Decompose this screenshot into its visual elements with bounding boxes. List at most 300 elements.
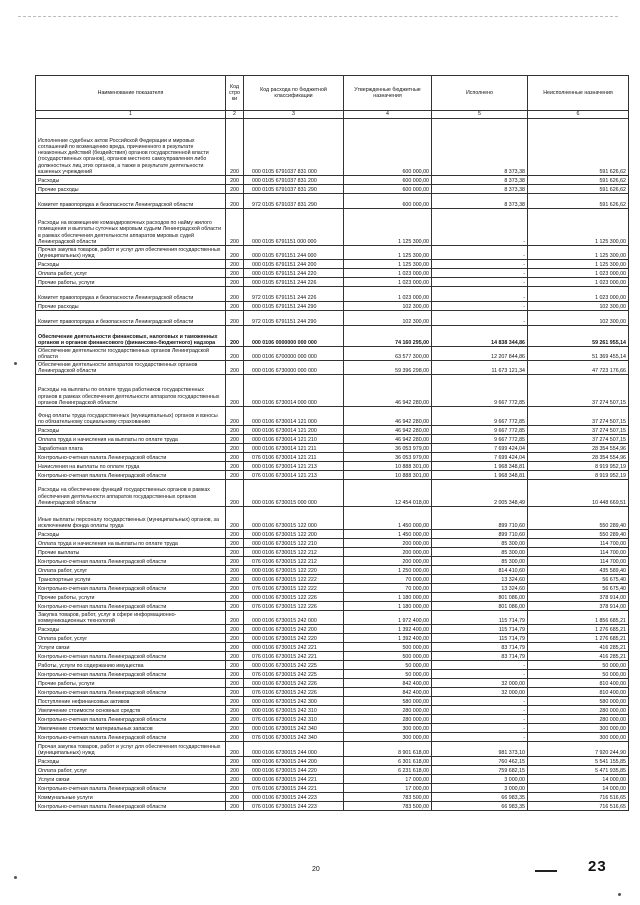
row-name: Работы, услуги по содержанию имущества [36,661,226,670]
row-name: Прочие расходы [36,302,226,311]
row-executed: 814 410,60 [432,566,528,575]
row-unexecuted: 114 700,00 [528,557,629,566]
table-row [36,444,629,453]
row-budget-code: 000 0106 6730014 000 000 [244,375,344,407]
row-unexecuted: 47 723 176,66 [528,361,629,375]
row-line-code: 200 [226,688,244,697]
row-unexecuted: 378 914,00 [528,602,629,611]
row-unexecuted: 28 354 554,96 [528,444,629,453]
row-executed: 115 714,79 [432,634,528,643]
row-line-code: 200 [226,246,244,260]
row-line-code: 200 [226,724,244,733]
table-row [36,375,629,407]
row-name: Исполнение судебных актов Российской Федерации и мировых соглашений по возмещению вреда, причиненного в результате незаконных действий (бездействия) органов государственной власти (государственных органов), органов местного самоуправления либо должностных лиц этих органов, а также в результате деятельности казенных учреждений [36,119,226,176]
row-approved: 59 396 298,00 [344,361,432,375]
row-unexecuted: 810 400,00 [528,688,629,697]
row-executed: 3 000,00 [432,784,528,793]
row-approved: 36 053 979,00 [344,453,432,462]
row-name: Контрольно-счетная палата Ленинградской области [36,733,226,742]
row-name: Обеспечение деятельности финансовых, налоговых и таможенных органов и органов финансового (финансово-бюджетного) надзора [36,326,226,347]
row-unexecuted: 280 000,00 [528,715,629,724]
row-line-code: 200 [226,453,244,462]
table-header-row [36,76,629,111]
row-approved: 580 000,00 [344,697,432,706]
row-budget-code: 000 0105 6791151 244 226 [244,278,344,287]
row-approved: 102 300,00 [344,302,432,311]
row-executed: 1 968 348,81 [432,462,528,471]
row-executed: 11 673 121,34 [432,361,528,375]
header-code: Код расхода по бюджетной классификации [244,76,344,111]
row-executed: 83 714,79 [432,643,528,652]
row-approved: 280 000,00 [344,706,432,715]
row-budget-code: 000 0106 6730015 242 226 [244,679,344,688]
row-line-code: 200 [226,793,244,802]
table-row [36,269,629,278]
row-executed: - [432,246,528,260]
table-row [36,326,629,347]
row-budget-code: 076 0106 6730014 121 213 [244,471,344,480]
row-line-code: 200 [226,566,244,575]
table-row [36,407,629,426]
row-unexecuted: 591 626,62 [528,194,629,209]
row-name: Оплата работ, услуг [36,269,226,278]
row-line-code: 200 [226,426,244,435]
row-line-code: 200 [226,407,244,426]
row-approved: 1 180 000,00 [344,593,432,602]
row-approved: 1 125 300,00 [344,246,432,260]
row-budget-code: 076 0106 6730015 242 225 [244,670,344,679]
row-approved: 50 000,00 [344,661,432,670]
row-approved: 600 000,00 [344,176,432,185]
row-unexecuted: 378 914,00 [528,593,629,602]
row-unexecuted: 7 920 244,90 [528,742,629,757]
row-budget-code: 000 0105 6791037 831 200 [244,176,344,185]
row-executed: 8 373,38 [432,119,528,176]
row-executed: 9 667 772,85 [432,375,528,407]
row-budget-code: 076 0106 6730015 242 221 [244,652,344,661]
footer-dash [535,870,557,872]
row-approved: 74 160 295,00 [344,326,432,347]
row-line-code: 200 [226,287,244,302]
row-unexecuted: 14 000,00 [528,784,629,793]
row-budget-code: 000 0106 6730000 000 000 [244,361,344,375]
row-budget-code: 076 0106 6730014 121 211 [244,453,344,462]
row-name: Заработная плата [36,444,226,453]
row-unexecuted: 591 626,62 [528,176,629,185]
row-name: Увеличение стоимости материальных запасов [36,724,226,733]
row-line-code: 200 [226,471,244,480]
row-name: Услуги связи [36,775,226,784]
row-budget-code: 000 0105 6791151 244 290 [244,302,344,311]
row-unexecuted: 8 919 952,19 [528,471,629,480]
row-approved: 70 000,00 [344,584,432,593]
row-line-code: 200 [226,260,244,269]
row-approved: 17 000,00 [344,775,432,784]
row-approved: 1 392 400,00 [344,634,432,643]
row-executed: 66 983,35 [432,802,528,811]
row-line-code: 200 [226,361,244,375]
row-approved: 46 942 280,00 [344,407,432,426]
row-approved: 102 300,00 [344,311,432,326]
row-name: Прочая закупка товаров, работ и услуг для обеспечения государственных (муниципальных) нужд [36,742,226,757]
row-budget-code: 000 0106 6730015 244 000 [244,742,344,757]
row-budget-code: 000 0106 6730015 242 300 [244,697,344,706]
row-line-code: 200 [226,176,244,185]
row-name: Обеспечение деятельности аппаратов государственных органов Ленинградской области [36,361,226,375]
row-budget-code: 000 0106 6730014 121 213 [244,462,344,471]
row-budget-code: 000 0106 6730015 242 221 [244,643,344,652]
row-approved: 600 000,00 [344,185,432,194]
row-budget-code: 000 0106 6730014 121 211 [244,444,344,453]
row-name: Обеспечение деятельности государственных органов Ленинградской области [36,347,226,361]
row-name: Оплата работ, услуг [36,634,226,643]
row-approved: 1 450 000,00 [344,530,432,539]
table-row [36,435,629,444]
row-name: Расходы [36,260,226,269]
row-approved: 600 000,00 [344,119,432,176]
row-unexecuted: 56 675,40 [528,584,629,593]
row-approved: 600 000,00 [344,194,432,209]
table-row [36,426,629,435]
row-line-code: 200 [226,375,244,407]
row-name: Расходы [36,625,226,634]
row-approved: 46 942 280,00 [344,426,432,435]
row-line-code: 200 [226,670,244,679]
row-executed: 32 000,00 [432,688,528,697]
row-unexecuted: 51 369 455,14 [528,347,629,361]
table-row [36,634,629,643]
row-executed: - [432,706,528,715]
row-line-code: 200 [226,269,244,278]
row-name: Контрольно-счетная палата Ленинградской области [36,557,226,566]
row-line-code: 200 [226,742,244,757]
row-approved: 200 000,00 [344,557,432,566]
row-name: Расходы на возмещение командировочных расходов по найму жилого помещения и выплаты суточных мировым судьям Ленинградской области в рамках обеспечения деятельности аппаратов мировых судей Ленинградской области [36,209,226,246]
row-executed: 66 983,35 [432,793,528,802]
row-unexecuted: 37 274 507,15 [528,435,629,444]
row-approved: 1 450 000,00 [344,507,432,530]
row-executed: 760 462,15 [432,757,528,766]
row-approved: 1 972 400,00 [344,611,432,625]
row-name: Контрольно-счетная палата Ленинградской области [36,802,226,811]
table-row [36,784,629,793]
row-unexecuted: 1 023 000,00 [528,278,629,287]
table-row [36,724,629,733]
row-approved: 200 000,00 [344,539,432,548]
row-name: Расходы [36,757,226,766]
row-line-code: 200 [226,766,244,775]
table-row [36,287,629,302]
table-row [36,361,629,375]
row-line-code: 200 [226,507,244,530]
table-row [36,194,629,209]
row-unexecuted: 716 516,65 [528,793,629,802]
row-unexecuted: 114 700,00 [528,539,629,548]
header-approved: Утвержденные бюджетные назначения [344,76,432,111]
row-budget-code: 000 0105 6791151 244 220 [244,269,344,278]
column-number: 3 [244,111,344,119]
row-unexecuted: 716 516,65 [528,802,629,811]
table-row [36,661,629,670]
row-executed: - [432,724,528,733]
table-row [36,670,629,679]
row-name: Контрольно-счетная палата Ленинградской области [36,453,226,462]
row-line-code: 200 [226,119,244,176]
row-line-code: 200 [226,548,244,557]
row-executed: 85 300,00 [432,539,528,548]
row-approved: 46 942 280,00 [344,435,432,444]
row-name: Расходы [36,530,226,539]
row-unexecuted: 37 274 507,15 [528,375,629,407]
row-executed: - [432,302,528,311]
row-line-code: 200 [226,661,244,670]
row-line-code: 200 [226,444,244,453]
row-line-code: 200 [226,775,244,784]
row-name: Контрольно-счетная палата Ленинградской области [36,715,226,724]
table-row [36,802,629,811]
table-row [36,471,629,480]
row-unexecuted: 28 354 554,96 [528,453,629,462]
row-line-code: 200 [226,652,244,661]
row-unexecuted: 1 125 300,00 [528,246,629,260]
row-budget-code: 076 0106 6730015 244 221 [244,784,344,793]
row-approved: 17 000,00 [344,784,432,793]
row-unexecuted: 550 289,40 [528,507,629,530]
header-unexecuted: Неисполненные назначения [528,76,629,111]
row-approved: 1 023 000,00 [344,269,432,278]
row-approved: 10 888 301,00 [344,471,432,480]
row-unexecuted: 14 000,00 [528,775,629,784]
row-line-code: 200 [226,557,244,566]
row-line-code: 200 [226,480,244,507]
row-approved: 36 053 979,00 [344,444,432,453]
row-approved: 1 023 000,00 [344,278,432,287]
row-budget-code: 000 0106 6730015 242 220 [244,634,344,643]
row-name: Контрольно-счетная палата Ленинградской области [36,602,226,611]
row-name: Поступление нефинансовых активов [36,697,226,706]
budget-execution-table [35,75,629,811]
table-row [36,539,629,548]
row-name: Начисления на выплаты по оплате труда [36,462,226,471]
table-row [36,688,629,697]
row-executed: 115 714,79 [432,611,528,625]
handwritten-page-number: 23 [588,858,607,875]
table-row [36,246,629,260]
row-line-code: 200 [226,311,244,326]
row-unexecuted: 50 000,00 [528,670,629,679]
table-row [36,176,629,185]
row-line-code: 200 [226,539,244,548]
row-line-code: 200 [226,706,244,715]
table-row [36,679,629,688]
column-number: 4 [344,111,432,119]
column-number-row [36,111,629,119]
row-unexecuted: 416 285,21 [528,643,629,652]
row-unexecuted: 300 000,00 [528,724,629,733]
row-line-code: 200 [226,435,244,444]
row-name: Расходы на выплаты по оплате труда работников государственных органов в рамках обеспечения деятельности аппаратов государственных органов Ленинградской области [36,375,226,407]
column-number: 6 [528,111,629,119]
table-row [36,302,629,311]
table-row [36,611,629,625]
row-budget-code: 000 0106 0000000 000 000 [244,326,344,347]
row-approved: 842 400,00 [344,688,432,697]
row-name: Контрольно-счетная палата Ленинградской области [36,584,226,593]
table-row [36,742,629,757]
row-budget-code: 000 0106 6730015 242 000 [244,611,344,625]
row-name: Расходы [36,426,226,435]
table-row [36,775,629,784]
row-executed: 801 086,00 [432,602,528,611]
table-row [36,625,629,634]
row-budget-code: 000 0106 6730015 122 222 [244,575,344,584]
row-budget-code: 000 0106 6730015 122 226 [244,593,344,602]
row-approved: 842 400,00 [344,679,432,688]
row-approved: 6 231 618,00 [344,766,432,775]
row-executed: 8 373,38 [432,176,528,185]
row-line-code: 200 [226,530,244,539]
page-number: 20 [312,866,320,873]
row-executed: - [432,670,528,679]
row-executed: - [432,733,528,742]
row-budget-code: 000 0106 6700000 000 000 [244,347,344,361]
table-row [36,119,629,176]
row-approved: 500 000,00 [344,643,432,652]
row-executed: 1 968 348,81 [432,471,528,480]
row-executed: 12 207 844,86 [432,347,528,361]
row-approved: 300 000,00 [344,724,432,733]
row-executed: 14 838 344,86 [432,326,528,347]
row-line-code: 200 [226,625,244,634]
row-approved: 280 000,00 [344,715,432,724]
row-executed: - [432,715,528,724]
row-name: Комитет правопорядка и безопасности Ленинградской области [36,311,226,326]
row-name: Контрольно-счетная палата Ленинградской области [36,688,226,697]
row-executed: 85 300,00 [432,557,528,566]
row-unexecuted: 10 448 669,51 [528,480,629,507]
table-row [36,557,629,566]
column-number: 5 [432,111,528,119]
row-executed: - [432,278,528,287]
row-unexecuted: 102 300,00 [528,311,629,326]
row-budget-code: 000 0105 6791037 831 000 [244,119,344,176]
row-budget-code: 000 0106 6730014 121 210 [244,435,344,444]
row-executed: 759 682,15 [432,766,528,775]
row-executed: 85 300,00 [432,548,528,557]
row-budget-code: 000 0106 6730015 122 200 [244,530,344,539]
row-unexecuted: 416 285,21 [528,652,629,661]
row-line-code: 200 [226,302,244,311]
row-name: Контрольно-счетная палата Ленинградской области [36,471,226,480]
row-approved: 50 000,00 [344,670,432,679]
row-approved: 46 942 280,00 [344,375,432,407]
row-name: Расходы [36,176,226,185]
table-row [36,530,629,539]
table-row [36,311,629,326]
row-approved: 70 000,00 [344,575,432,584]
row-executed: 3 000,00 [432,775,528,784]
row-executed: 801 086,00 [432,593,528,602]
row-budget-code: 000 0106 6730015 242 310 [244,706,344,715]
row-unexecuted: 50 000,00 [528,661,629,670]
row-unexecuted: 1 125 300,00 [528,260,629,269]
row-unexecuted: 1 276 685,21 [528,625,629,634]
row-executed: - [432,661,528,670]
row-line-code: 200 [226,602,244,611]
row-line-code: 200 [226,347,244,361]
row-budget-code: 000 0106 6730014 121 200 [244,426,344,435]
row-executed: 7 699 424,04 [432,444,528,453]
table-row [36,766,629,775]
table-row [36,347,629,361]
table-row [36,480,629,507]
row-unexecuted: 59 261 955,14 [528,326,629,347]
row-budget-code: 076 0106 6730015 242 226 [244,688,344,697]
row-name: Услуги связи [36,643,226,652]
table-row [36,260,629,269]
table-row [36,575,629,584]
table-row [36,462,629,471]
row-approved: 8 901 618,00 [344,742,432,757]
row-name: Прочие работы, услуги [36,593,226,602]
row-executed: - [432,209,528,246]
top-divider [18,16,618,17]
row-budget-code: 000 0106 6730015 244 221 [244,775,344,784]
table-row [36,757,629,766]
row-approved: 63 577 300,00 [344,347,432,361]
row-executed: 83 714,79 [432,652,528,661]
row-line-code: 200 [226,462,244,471]
row-name: Комитет правопорядка и безопасности Ленинградской области [36,287,226,302]
row-unexecuted: 5 541 155,85 [528,757,629,766]
table-row [36,593,629,602]
row-name: Иные выплаты персоналу государственных (муниципальных) органов, за исключением фонда оплаты труда [36,507,226,530]
row-unexecuted: 591 626,62 [528,119,629,176]
row-unexecuted: 435 589,40 [528,566,629,575]
row-approved: 1 180 000,00 [344,602,432,611]
row-name: Комитет правопорядка и безопасности Ленинградской области [36,194,226,209]
table-row [36,697,629,706]
row-name: Оплата работ, услуг [36,566,226,575]
row-line-code: 200 [226,757,244,766]
scan-dot [14,362,17,365]
row-executed: 9 667 772,85 [432,407,528,426]
row-budget-code: 000 0106 6730015 244 220 [244,766,344,775]
scan-dot [14,876,17,879]
row-unexecuted: 280 000,00 [528,706,629,715]
row-unexecuted: 1 276 685,21 [528,634,629,643]
row-budget-code: 000 0106 6730015 122 220 [244,566,344,575]
row-budget-code: 000 0106 6730015 000 000 [244,480,344,507]
header-executed: Исполнено [432,76,528,111]
row-approved: 1 125 300,00 [344,209,432,246]
row-executed: 7 699 424,04 [432,453,528,462]
row-executed: - [432,269,528,278]
row-approved: 6 301 618,00 [344,757,432,766]
row-executed: 2 005 348,49 [432,480,528,507]
header-line: Код стро ки [226,76,244,111]
row-executed: - [432,311,528,326]
table-row [36,793,629,802]
row-line-code: 200 [226,802,244,811]
row-name: Прочие расходы [36,185,226,194]
row-budget-code: 000 0106 6730015 242 225 [244,661,344,670]
row-budget-code: 076 0106 6730015 242 310 [244,715,344,724]
row-name: Коммунальные услуги [36,793,226,802]
row-line-code: 200 [226,634,244,643]
row-unexecuted: 591 626,62 [528,185,629,194]
row-budget-code: 076 0106 6730015 242 340 [244,733,344,742]
